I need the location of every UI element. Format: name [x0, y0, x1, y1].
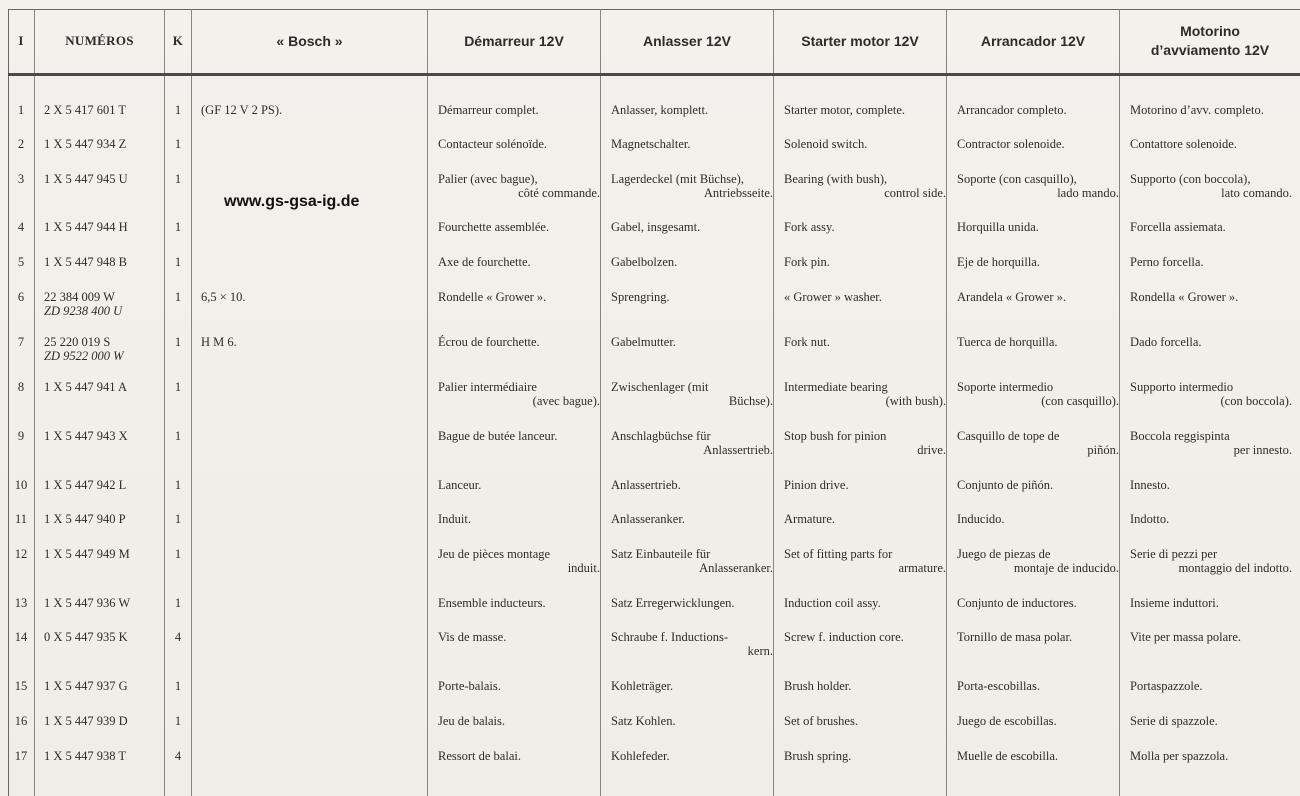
- row-index: 6: [17, 290, 25, 304]
- header-index: I: [18, 33, 24, 48]
- row-index: 4: [17, 220, 25, 234]
- cell-english: [784, 172, 946, 200]
- cell-french: [438, 478, 600, 492]
- cell-french: [438, 429, 600, 443]
- cell-german-line1: Kohleträger.: [611, 679, 674, 693]
- cell-french-line2: induit.: [567, 561, 600, 575]
- watermark-url: www.gs-gsa-ig.de: [224, 193, 360, 210]
- part-number-main: 1 X 5 447 937 G: [44, 679, 128, 693]
- part-number-main: 1 X 5 447 948 B: [44, 255, 127, 269]
- header-k: K: [172, 33, 184, 48]
- cell-german-line1: Satz Erregerwicklungen.: [611, 596, 735, 610]
- cell-french: [438, 335, 600, 349]
- cell-french: [438, 512, 600, 526]
- cell-french-line2: côté commande.: [518, 186, 600, 200]
- cell-spanish: [957, 103, 1119, 117]
- row-index: 9: [17, 429, 25, 443]
- cell-italian-line1: Molla per spazzola.: [1130, 749, 1229, 763]
- cell-italian-line1: Motorino d’avv. completo.: [1130, 103, 1264, 117]
- cell-german-line1: Magnetschalter.: [611, 137, 691, 151]
- quantity-k: 1: [174, 255, 182, 269]
- row-index: 5: [17, 255, 25, 269]
- row-index: 15: [14, 679, 28, 693]
- quantity-k: 1: [174, 380, 182, 394]
- cell-italian-line2: per innesto.: [1233, 443, 1292, 457]
- cell-spanish-line1: Eje de horquilla.: [957, 255, 1040, 269]
- cell-french-line1: Ressort de balai.: [438, 749, 521, 763]
- part-number-main: 1 X 5 447 936 W: [44, 596, 131, 610]
- cell-french: [438, 679, 600, 693]
- bosch-spec: 6,5 × 10.: [201, 290, 246, 304]
- cell-spanish: [957, 512, 1119, 526]
- cell-italian: [1130, 290, 1292, 304]
- row-index: 13: [14, 596, 28, 610]
- cell-german-line2: kern.: [747, 644, 773, 658]
- cell-spanish: [957, 137, 1119, 151]
- cell-german-line1: Anschlagbüchse für: [611, 429, 711, 443]
- cell-italian: [1130, 137, 1292, 151]
- cell-german-line1: Anlassertrieb.: [611, 478, 681, 492]
- cell-spanish-line1: Juego de escobillas.: [957, 714, 1057, 728]
- cell-spanish-line1: Casquillo de tope de: [957, 429, 1060, 443]
- cell-english-line1: Stop bush for pinion: [784, 429, 887, 443]
- quantity-k: 1: [174, 172, 182, 186]
- cell-french-line1: Lanceur.: [438, 478, 482, 492]
- cell-french-line2: (avec bague).: [532, 394, 600, 408]
- cell-german-line1: Lagerdeckel (mit Büchse),: [611, 172, 744, 186]
- column-divider: [600, 9, 601, 796]
- cell-spanish: [957, 714, 1119, 728]
- cell-english: [784, 103, 946, 117]
- cell-english: [784, 380, 946, 408]
- part-number-main: 1 X 5 447 938 T: [44, 749, 127, 763]
- cell-french-line1: Fourchette assemblée.: [438, 220, 550, 234]
- cell-spanish-line1: Arrancador completo.: [957, 103, 1067, 117]
- cell-spanish-line1: Conjunto de piñón.: [957, 478, 1054, 492]
- cell-english-line2: drive.: [917, 443, 946, 457]
- quantity-k: 1: [174, 478, 182, 492]
- cell-english-line1: Starter motor, complete.: [784, 103, 905, 117]
- cell-german-line2: Anlasseranker.: [699, 561, 773, 575]
- cell-french: [438, 103, 600, 117]
- cell-english-line1: Fork nut.: [784, 335, 830, 349]
- row-index: 11: [14, 512, 28, 526]
- quantity-k: 1: [174, 290, 182, 304]
- cell-french-line1: Induit.: [438, 512, 471, 526]
- column-divider: [191, 9, 192, 796]
- cell-english-line1: Armature.: [784, 512, 836, 526]
- header-numeros: NUMÉROS: [65, 33, 134, 48]
- cell-german: [611, 380, 773, 408]
- header-spanish: Arrancador 12V: [980, 33, 1086, 49]
- cell-spanish: [957, 335, 1119, 349]
- cell-english-line1: Fork pin.: [784, 255, 830, 269]
- part-number-main: 1 X 5 447 940 P: [44, 512, 126, 526]
- header-rule: [8, 73, 1300, 76]
- cell-italian: [1130, 380, 1292, 408]
- cell-german: [611, 512, 773, 526]
- quantity-k: 1: [174, 512, 182, 526]
- cell-english-line1: Pinion drive.: [784, 478, 849, 492]
- cell-german: [611, 255, 773, 269]
- cell-english-line1: Brush holder.: [784, 679, 852, 693]
- column-divider: [773, 9, 774, 796]
- cell-spanish: [957, 630, 1119, 644]
- cell-spanish-line1: Soporte intermedio: [957, 380, 1054, 394]
- part-number: [44, 596, 164, 610]
- quantity-k: 1: [174, 714, 182, 728]
- row-index: 17: [14, 749, 28, 763]
- cell-french: [438, 380, 600, 408]
- cell-english-line1: « Grower » washer.: [784, 290, 882, 304]
- quantity-k: 1: [174, 137, 182, 151]
- cell-italian-line1: Contattore solenoide.: [1130, 137, 1237, 151]
- cell-italian: [1130, 749, 1292, 763]
- part-number-zd-ref: ZD 9238 400 U: [44, 304, 123, 318]
- cell-french-line1: Jeu de pièces montage: [438, 547, 551, 561]
- part-number-main: 1 X 5 447 941 A: [44, 380, 127, 394]
- cell-spanish-line1: Arandela « Grower ».: [957, 290, 1066, 304]
- cell-german: [611, 429, 773, 457]
- cell-french-line1: Démarreur complet.: [438, 103, 539, 117]
- cell-italian-line2: montaggio del indotto.: [1178, 561, 1292, 575]
- quantity-k: 1: [174, 220, 182, 234]
- cell-german-line1: Anlasseranker.: [611, 512, 685, 526]
- cell-spanish-line1: Tuerca de horquilla.: [957, 335, 1058, 349]
- part-number-main: 1 X 5 447 944 H: [44, 220, 128, 234]
- cell-english-line2: (with bush).: [885, 394, 946, 408]
- cell-italian: [1130, 172, 1292, 200]
- cell-spanish-line1: Juego de piezas de: [957, 547, 1051, 561]
- cell-italian: [1130, 679, 1292, 693]
- cell-spanish: [957, 429, 1119, 457]
- cell-italian-line1: Rondella « Grower ».: [1130, 290, 1239, 304]
- cell-italian-line1: Dado forcella.: [1130, 335, 1202, 349]
- cell-italian: [1130, 547, 1292, 575]
- cell-italian: [1130, 714, 1292, 728]
- cell-english: [784, 679, 946, 693]
- cell-german-line1: Gabelmutter.: [611, 335, 676, 349]
- cell-french: [438, 714, 600, 728]
- row-index: 10: [14, 478, 28, 492]
- cell-italian-line1: Boccola reggispinta: [1130, 429, 1230, 443]
- cell-german: [611, 478, 773, 492]
- cell-spanish-line1: Soporte (con casquillo),: [957, 172, 1077, 186]
- quantity-k: 4: [174, 630, 182, 644]
- cell-german: [611, 679, 773, 693]
- part-number-main: 1 X 5 447 945 U: [44, 172, 128, 186]
- quantity-k: 1: [174, 103, 182, 117]
- cell-italian: [1130, 512, 1292, 526]
- part-number-main: 1 X 5 447 942 L: [44, 478, 127, 492]
- cell-italian-line1: Vite per massa polare.: [1130, 630, 1242, 644]
- cell-italian-line1: Forcella assiemata.: [1130, 220, 1226, 234]
- cell-german-line1: Satz Einbauteile für: [611, 547, 711, 561]
- cell-spanish-line2: montaje de inducido.: [1013, 561, 1119, 575]
- cell-french: [438, 547, 600, 575]
- cell-italian: [1130, 220, 1292, 234]
- part-number-main: 0 X 5 447 935 K: [44, 630, 128, 644]
- cell-spanish-line1: Tornillo de masa polar.: [957, 630, 1073, 644]
- cell-spanish: [957, 547, 1119, 575]
- header-french: Démarreur 12V: [464, 33, 564, 49]
- cell-german-line1: Schraube f. Inductions-: [611, 630, 728, 644]
- cell-french-line1: Axe de fourchette.: [438, 255, 531, 269]
- part-number: [44, 478, 164, 492]
- cell-english-line2: armature.: [898, 561, 946, 575]
- part-number-main: 1 X 5 447 943 X: [44, 429, 128, 443]
- cell-italian-line1: Supporto (con boccola),: [1130, 172, 1251, 186]
- part-number-main: 25 220 019 S: [44, 335, 111, 349]
- cell-french-line1: Écrou de fourchette.: [438, 335, 540, 349]
- header-german: Anlasser 12V: [643, 33, 731, 49]
- cell-spanish-line2: piñón.: [1087, 443, 1119, 457]
- quantity-k: 1: [174, 679, 182, 693]
- cell-italian-line2: lato comando.: [1221, 186, 1292, 200]
- cell-english-line1: Set of brushes.: [784, 714, 858, 728]
- cell-french-line1: Porte-balais.: [438, 679, 501, 693]
- cell-italian-line1: Perno forcella.: [1130, 255, 1204, 269]
- part-number-main: 22 384 009 W: [44, 290, 115, 304]
- cell-english-line1: Solenoid switch.: [784, 137, 868, 151]
- cell-english: [784, 630, 946, 644]
- part-number: [44, 547, 164, 561]
- cell-spanish-line2: lado mando.: [1057, 186, 1119, 200]
- cell-spanish: [957, 596, 1119, 610]
- part-number: [44, 220, 164, 234]
- cell-english: [784, 714, 946, 728]
- cell-english-line1: Screw f. induction core.: [784, 630, 904, 644]
- cell-german: [611, 714, 773, 728]
- cell-spanish: [957, 172, 1119, 200]
- part-number-main: 2 X 5 417 601 T: [44, 103, 127, 117]
- cell-german: [611, 335, 773, 349]
- cell-english: [784, 749, 946, 763]
- cell-italian-line1: Portaspazzole.: [1130, 679, 1203, 693]
- column-divider: [427, 9, 428, 796]
- bosch-spec: (GF 12 V 2 PS).: [201, 103, 283, 117]
- part-number: [44, 103, 164, 117]
- row-index: 16: [14, 714, 28, 728]
- cell-spanish-line1: Inducido.: [957, 512, 1005, 526]
- cell-english: [784, 547, 946, 575]
- cell-italian: [1130, 335, 1292, 349]
- cell-german: [611, 103, 773, 117]
- cell-english: [784, 220, 946, 234]
- column-divider: [1119, 9, 1120, 796]
- part-number: [44, 137, 164, 151]
- row-index: 1: [17, 103, 25, 117]
- cell-spanish: [957, 478, 1119, 492]
- cell-german-line2: Antriebsseite.: [703, 186, 773, 200]
- cell-german: [611, 290, 773, 304]
- cell-spanish: [957, 290, 1119, 304]
- cell-french-line1: Vis de masse.: [438, 630, 507, 644]
- cell-french-line1: Ensemble inducteurs.: [438, 596, 546, 610]
- cell-french: [438, 220, 600, 234]
- cell-italian: [1130, 630, 1292, 644]
- cell-italian: [1130, 429, 1292, 457]
- cell-english-line1: Set of fitting parts for: [784, 547, 893, 561]
- cell-english: [784, 478, 946, 492]
- cell-german-line2: Anlassertrieb.: [703, 443, 773, 457]
- cell-english: [784, 255, 946, 269]
- cell-english-line1: Induction coil assy.: [784, 596, 881, 610]
- cell-spanish: [957, 220, 1119, 234]
- cell-spanish-line1: Porta-escobillas.: [957, 679, 1040, 693]
- cell-german-line1: Kohlefeder.: [611, 749, 670, 763]
- cell-english-line1: Brush spring.: [784, 749, 852, 763]
- quantity-k: 1: [174, 596, 182, 610]
- row-index: 8: [17, 380, 25, 394]
- cell-german-line1: Zwischenlager (mit: [611, 380, 709, 394]
- cell-spanish-line1: Horquilla unida.: [957, 220, 1039, 234]
- cell-italian-line1: Serie di spazzole.: [1130, 714, 1218, 728]
- cell-english: [784, 335, 946, 349]
- row-index: 7: [17, 335, 25, 349]
- header-italian: Motorino d’avviamento 12V: [1150, 23, 1270, 58]
- row-index: 14: [14, 630, 28, 644]
- part-number: [44, 679, 164, 693]
- cell-italian: [1130, 596, 1292, 610]
- part-number: [44, 172, 164, 186]
- cell-german-line1: Gabelbolzen.: [611, 255, 678, 269]
- cell-spanish-line2: (con casquillo).: [1041, 394, 1119, 408]
- cell-italian-line1: Indotto.: [1130, 512, 1170, 526]
- part-number-main: 1 X 5 447 939 D: [44, 714, 128, 728]
- quantity-k: 1: [174, 335, 182, 349]
- part-number: [44, 714, 164, 728]
- cell-spanish: [957, 679, 1119, 693]
- cell-english-line1: Bearing (with bush),: [784, 172, 888, 186]
- quantity-k: 4: [174, 749, 182, 763]
- cell-spanish-line1: Muelle de escobilla.: [957, 749, 1059, 763]
- cell-spanish: [957, 749, 1119, 763]
- part-number-main: 1 X 5 447 949 M: [44, 547, 130, 561]
- cell-french: [438, 596, 600, 610]
- part-number: [44, 630, 164, 644]
- cell-spanish-line1: Conjunto de inductores.: [957, 596, 1077, 610]
- cell-italian-line1: Supporto intermedio: [1130, 380, 1234, 394]
- part-number: [44, 335, 164, 363]
- cell-german: [611, 137, 773, 151]
- cell-italian-line1: Serie di pezzi per: [1130, 547, 1218, 561]
- part-number-zd-ref: ZD 9522 000 W: [44, 349, 124, 363]
- cell-german-line1: Anlasser, komplett.: [611, 103, 709, 117]
- cell-french: [438, 749, 600, 763]
- bosch-spec: H M 6.: [201, 335, 237, 349]
- cell-german: [611, 172, 773, 200]
- part-number: [44, 512, 164, 526]
- cell-english: [784, 512, 946, 526]
- cell-english-line1: Intermediate bearing: [784, 380, 888, 394]
- cell-german-line2: Büchse).: [728, 394, 773, 408]
- cell-french-line1: Jeu de balais.: [438, 714, 505, 728]
- cell-spanish: [957, 255, 1119, 269]
- cell-english: [784, 137, 946, 151]
- cell-german-line1: Satz Kohlen.: [611, 714, 676, 728]
- cell-english-line2: control side.: [884, 186, 946, 200]
- quantity-k: 1: [174, 429, 182, 443]
- cell-italian-line1: Insieme induttori.: [1130, 596, 1219, 610]
- cell-italian: [1130, 478, 1292, 492]
- cell-english: [784, 429, 946, 457]
- column-divider: [946, 9, 947, 796]
- cell-german-line1: Sprengring.: [611, 290, 670, 304]
- row-index: 12: [14, 547, 28, 561]
- column-divider: [34, 9, 35, 796]
- cell-french-line1: Rondelle « Grower ».: [438, 290, 547, 304]
- part-number: [44, 429, 164, 443]
- part-number: [44, 255, 164, 269]
- cell-french-line1: Palier (avec bague),: [438, 172, 538, 186]
- cell-german: [611, 220, 773, 234]
- cell-italian-line1: Innesto.: [1130, 478, 1170, 492]
- cell-french: [438, 255, 600, 269]
- cell-german: [611, 547, 773, 575]
- cell-german: [611, 630, 773, 658]
- part-number-main: 1 X 5 447 934 Z: [44, 137, 127, 151]
- part-number: [44, 380, 164, 394]
- cell-english: [784, 596, 946, 610]
- cell-italian-line2: (con boccola).: [1220, 394, 1292, 408]
- part-number: [44, 749, 164, 763]
- cell-french: [438, 172, 600, 200]
- cell-italian: [1130, 103, 1292, 117]
- cell-french-line1: Bague de butée lanceur.: [438, 429, 558, 443]
- cell-italian: [1130, 255, 1292, 269]
- cell-german: [611, 749, 773, 763]
- cell-english: [784, 290, 946, 304]
- cell-german-line1: Gabel, insgesamt.: [611, 220, 701, 234]
- cell-french: [438, 137, 600, 151]
- cell-french-line1: Palier intermédiaire: [438, 380, 537, 394]
- header-bosch: « Bosch »: [276, 33, 343, 49]
- cell-english-line1: Fork assy.: [784, 220, 835, 234]
- cell-french-line1: Contacteur solénoïde.: [438, 137, 547, 151]
- table-left-border: [8, 9, 9, 796]
- row-index: 2: [17, 137, 25, 151]
- row-index: 3: [17, 172, 25, 186]
- quantity-k: 1: [174, 547, 182, 561]
- part-number: [44, 290, 164, 318]
- header-english: Starter motor 12V: [801, 33, 919, 49]
- cell-french: [438, 630, 600, 644]
- cell-spanish-line1: Contractor solenoide.: [957, 137, 1065, 151]
- cell-german: [611, 596, 773, 610]
- cell-french: [438, 290, 600, 304]
- cell-spanish: [957, 380, 1119, 408]
- column-divider: [164, 9, 165, 796]
